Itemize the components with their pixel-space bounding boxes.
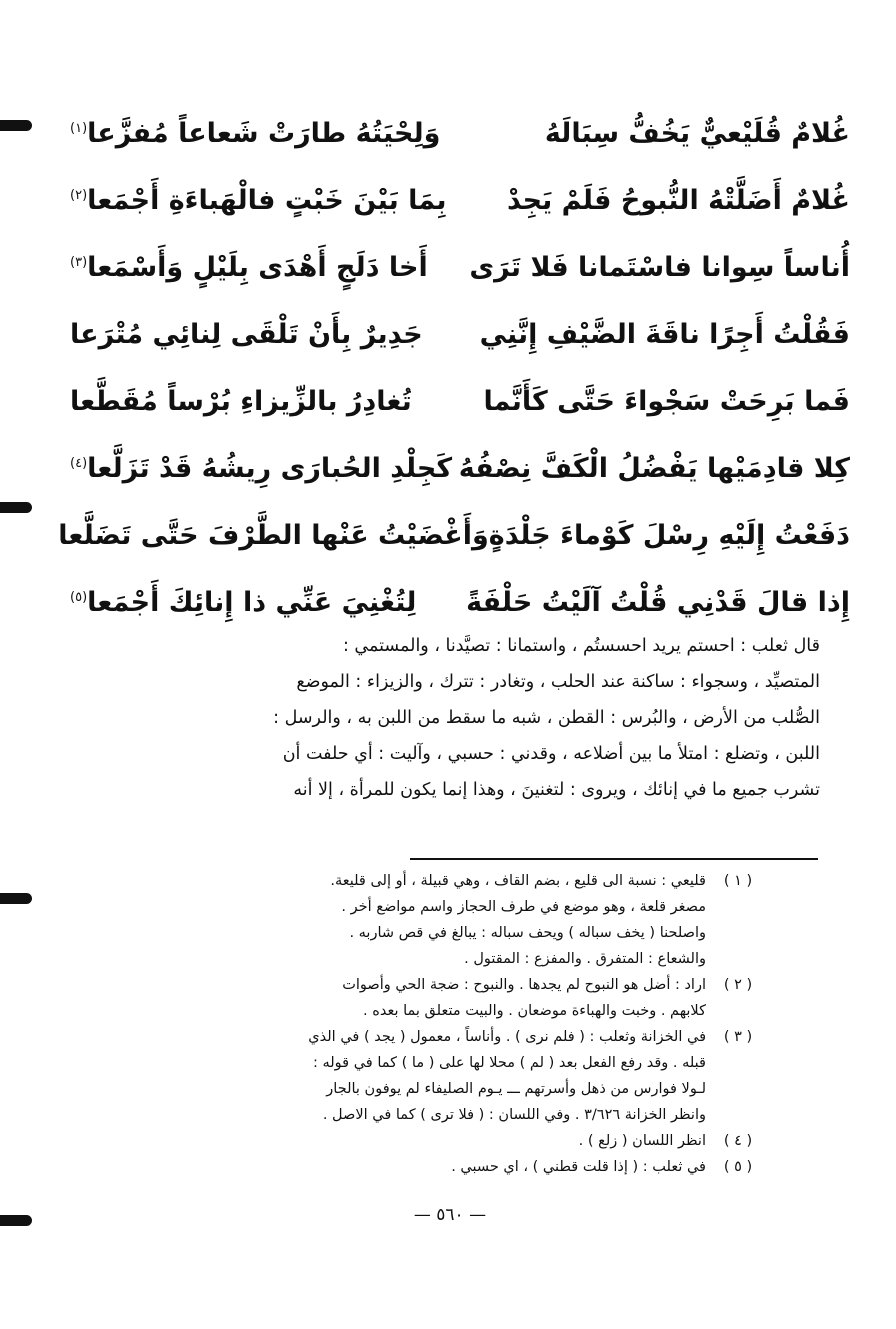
footnote-marker: (١) (70, 121, 88, 136)
footnote-line: في الخزانة وثعلب : ( فلم نرى ) . وأناساً ، معمول ( يجد ) في الذي (308, 1029, 706, 1045)
footnote-line: لـولا فوارس من ذهل وأسرتهم ـــ يـوم الصليفاء لم يوفون بالجار (326, 1081, 706, 1097)
footnote-body (70, 1024, 706, 1128)
verse-second-hemistich (70, 185, 447, 216)
commentary (80, 628, 820, 808)
verse (70, 234, 850, 301)
verse-second-hemistich (70, 386, 412, 417)
verse-first-hemistich: أُناساً سِوانا فاسْتَمانا فَلا تَرَى (469, 252, 850, 283)
binding-mark (0, 893, 32, 904)
verse (58, 502, 850, 569)
binding-mark (0, 120, 32, 131)
footnote-number: ( ٣ ) (723, 1029, 753, 1045)
footnote-line: اراد : أضل هو النبوح لم يجدها . والنبوح : ضجة الحي وأصوات (342, 977, 706, 993)
verse-second-hemistich (70, 319, 423, 350)
verse-first-hemistich: فَما بَرِحَتْ سَجْواءَ حَتَّى كَأَنَّما (483, 386, 850, 417)
footnote-marker: (٣) (70, 255, 88, 270)
footnote-line: كلابهم . وخبت والهباءة موضعان . والبيت متعلق بما بعده . (363, 1003, 706, 1019)
footnote-number: ( ١ ) (723, 873, 753, 889)
verse-first-hemistich: غُلامٌ قُلَيْعيٌّ يَخُفُّ سِبَالَهُ (544, 118, 850, 149)
verse (70, 569, 850, 636)
verse (70, 368, 850, 435)
verse (70, 167, 850, 234)
verse-first-hemistich: كِلا قادِمَيْها يَفْضُلُ الْكَفَّ نِصْفُهُ (458, 453, 850, 484)
footnote-number: ( ٤ ) (723, 1133, 753, 1149)
footnote-divider (410, 858, 818, 860)
verse-second-hemistich (70, 252, 428, 283)
verse-text: بِمَا بَيْنَ خَبْتٍ فالْهَباءَةِ أَجْمَعا (87, 185, 447, 216)
verse-text: وَلِحْيَتُهُ طارَتْ شَعاعاً مُفزَّعا (87, 118, 441, 149)
footnote-line: في ثعلب : ( إذا قلت قطني ) ، اي حسبي . (451, 1159, 706, 1175)
footnote-line: وانظر الخزانة ٣/٦٢٦ . وفي اللسان : ( فلا ترى ) كما في الاصل . (322, 1107, 706, 1123)
verse-second-hemistich (70, 453, 452, 484)
footnote-line: واصلحنا ( يخف سباله ) ويحف سباله : يبالغ في قص شاربه . (349, 925, 706, 941)
verse-second-hemistich (58, 520, 489, 551)
footnote-line: والشعاع : المتفرق . والمفزع : المقتول . (464, 951, 706, 967)
verse-first-hemistich: إِذا قالَ قَدْنِي قُلْتُ آلَيْتُ حَلْفَةً (466, 587, 850, 618)
verse-second-hemistich (70, 118, 440, 149)
commentary-line: الصُّلب من الأرض ، والبُرس : القطن ، شبه ما سقط من اللبن به ، والرسل : (273, 708, 820, 728)
binding-mark (0, 502, 32, 513)
verse-text: تُغادِرُ بالزِّيزاءِ بُرْساً مُقَطَّعا (70, 386, 412, 417)
footnote (70, 1154, 770, 1180)
verse-second-hemistich (70, 587, 416, 618)
commentary-line: المتصيِّد ، وسجواء : ساكنة عند الحلب ، وتغادر : تترك ، والزيزاء : الموضع (296, 672, 820, 692)
footnotes (70, 868, 770, 1180)
binding-mark (0, 1215, 32, 1226)
footnote (70, 1024, 770, 1128)
footnote-marker: (٢) (70, 188, 88, 203)
footnote-body (70, 972, 706, 1024)
footnote-body (70, 1128, 706, 1154)
verse-text: جَدِيرٌ بِأَنْ تَلْقَى لِنائِي مُتْرَعا (70, 319, 423, 350)
footnote-marker: (٥) (70, 590, 88, 605)
commentary-line: تشرب جميع ما في إنائك ، ويروى : لتغنينَ ، وهذا إنما يكون للمرأة ، إلا أنه (293, 780, 820, 800)
footnote-line: مصغر قلعة ، وهو موضع في طرف الحجاز واسم مواضع أخر . (341, 899, 706, 915)
verse (70, 301, 850, 368)
verse-text: كَجِلْدِ الحُبارَى رِيشُهُ قَدْ تَزَلَّعا (87, 453, 453, 484)
commentary-line: اللبن ، وتضلع : امتلأ ما بين أضلاعه ، وقدني : حسبي ، وآليت : أي حلفت أن (282, 744, 820, 764)
verse-text: أَخا دَلَجٍ أَهْدَى بِلَيْلٍ وَأَسْمَعا (87, 252, 428, 283)
verse-first-hemistich: غُلامٌ أَضَلَّتْهُ النُّبوحُ فَلَمْ يَجِدْ (507, 185, 850, 216)
footnote-body (70, 1154, 706, 1180)
verse-text: لِتُغْنِيَ عَنِّي ذا إِنائِكَ أَجْمَعا (87, 587, 417, 618)
footnote (70, 1128, 770, 1154)
footnote-line: قليعي : نسبة الى قليع ، بضم القاف ، وهي قبيلة ، أو إلى قليعة. (330, 873, 706, 889)
verse-first-hemistich: فَقُلْتُ أَجِرًا ناقَةَ الضَّيْفِ إِنَّنِي (479, 319, 850, 350)
verse (70, 435, 850, 502)
verse-first-hemistich: دَفَعْتُ إِلَيْهِ رِسْلَ كَوْماءَ جَلْدَةٍ (488, 520, 850, 551)
footnote-marker: (٤) (70, 456, 88, 471)
footnote (70, 972, 770, 1024)
verse-text: وَأَغْضَيْتُ عَنْها الطَّرْفَ حَتَّى تَضَلَّعا (58, 520, 489, 551)
commentary-line: قال ثعلب : احستم يريد احسستُم ، واستمانا : تصيَّدنا ، والمستمي : (342, 636, 820, 656)
footnote-number: ( ٢ ) (723, 977, 753, 993)
footnote (70, 868, 770, 972)
footnote-number: ( ٥ ) (723, 1159, 753, 1175)
footnote-line: قبله . وقد رفع الفعل بعد ( لم ) محلا لها على ( ما ) كما في قوله : (313, 1055, 706, 1071)
poem (58, 100, 850, 636)
footnote-body (70, 868, 706, 972)
footnote-line: انظر اللسان ( زلع ) . (578, 1133, 706, 1149)
verse (70, 100, 850, 167)
page-number: — ٥٦٠ — (413, 1205, 487, 1225)
